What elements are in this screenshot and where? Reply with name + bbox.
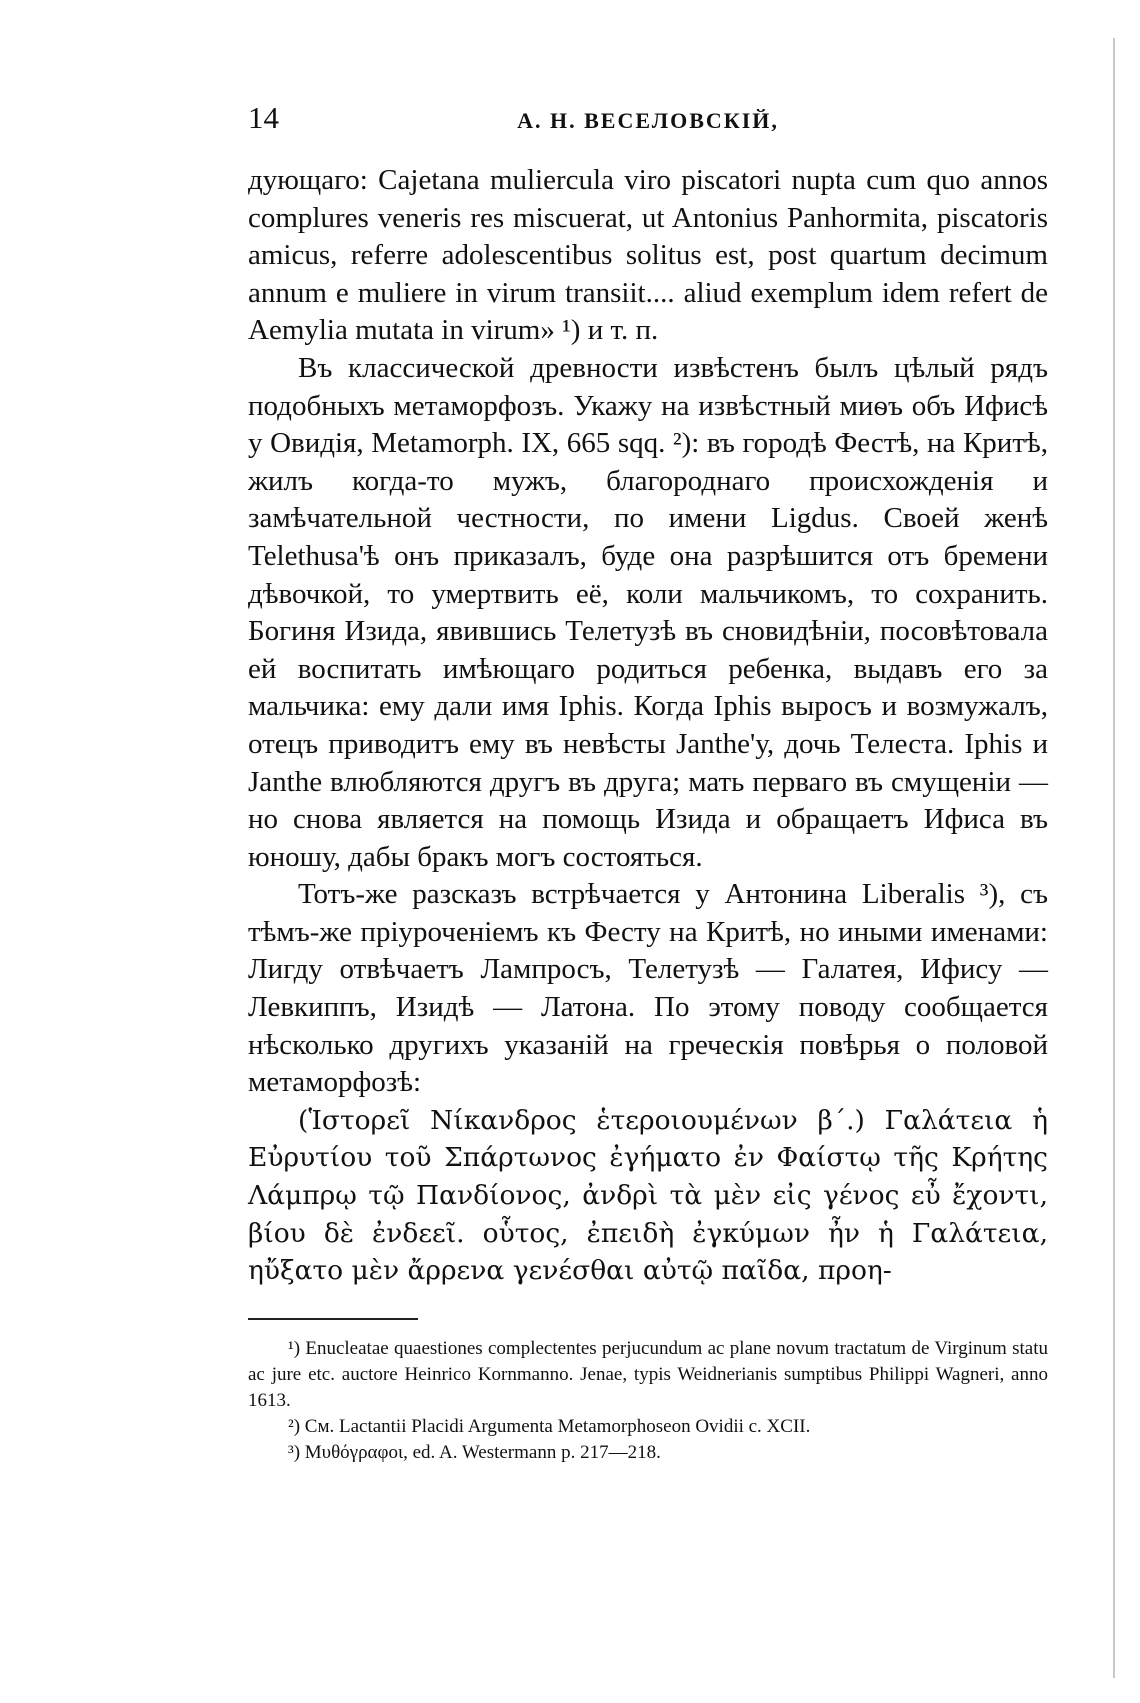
- footnote-3: ³) Μυθόγραφοι, ed. A. Westermann p. 217—218.: [288, 1442, 661, 1463]
- footnote-1: ¹) Enucleatae quaestiones complectentes perjucundum ac plane novum tractatum de Virginum statu ac jure etc. auctore Heinrico Kornmanno. Jenae, typis Weidnerianis sumptibus Philippi Wagneri, anno 1613.: [248, 1338, 1048, 1411]
- running-head: [248, 100, 1048, 140]
- paragraph-continuation: дующаго: Cajetana muliercula viro piscatori nupta cum quo annos complures veneris res miscuerat, ut Antonius Panhormita, piscatoris amicus, referre adolescentibus solitus est, post quartum decimum annum e muliere in virum transiit.... aliud exemplum idem refert de Aemylia mutata in virum» ¹) и т. п.: [248, 164, 1048, 347]
- footnote-2: ²) Cм. Lactantii Placidi Argumenta Metamorphoseon Ovidii c. XCII.: [288, 1416, 811, 1437]
- main-text: [248, 162, 1048, 1290]
- footnotes: [248, 1336, 1048, 1466]
- running-title: А. Н. ВЕСЕЛОВСКІЙ,: [517, 108, 779, 133]
- paragraph-ovid: Въ классической древности извѣстенъ былъ цѣлый рядъ подобныхъ метаморфозъ. Укажу на извѣстный миѳъ объ Ифисѣ у Овидія, Metamorph. IX, 665 sqq. ²): въ городѣ Фестѣ, на Критѣ, жилъ когда-то мужъ, благороднаго происхожденія и замѣчательной честности, по имени Ligdus. Своей женѣ Telethusa'ѣ онъ приказалъ, буде она разрѣшится отъ бремени дѣвочкой, то умертвить её, коли мальчикомъ, то сохранить. Богиня Изида, явившись Телетузѣ въ сновидѣніи, посовѣтовала ей воспитать имѣющаго родиться ребенка, выдавъ его за мальчика: ему дали имя Iphis. Когда Iphis выросъ и возмужалъ, отецъ приводитъ ему въ невѣсты Janthe'у, дочь Телеста. Iphis и Janthe влюбляются другъ въ друга; мать перваго въ смущеніи — но снова является на помощь Изида и обращаетъ Ифиса въ юношу, дабы бракъ могъ состояться.: [248, 351, 1048, 873]
- page-edge-line: [1113, 38, 1115, 1678]
- page-number: 14: [248, 100, 279, 135]
- footnote-divider: [248, 1318, 418, 1320]
- paragraph-greek-quote: (Ἱστορεῖ Νίκανδρος ἑτεροιουμένων β΄.) Γαλάτεια ἡ Εὐρυτίου τοῦ Σπάρτωνος ἐγήματο ἐν Φαίστῳ τῆς Κρήτης Λάμπρῳ τῷ Πανδίονος, ἀνδρὶ τὰ μὲν εἰς γένος εὖ ἔχοντι, βίου δὲ ἐνδεεῖ. οὗτος, ἐπειδὴ ἐγκύμων ἦν ἡ Γαλάτεια, ηὔξατο μὲν ἄρρενα γενέσθαι αὐτῷ παῖδα, προη-: [248, 1104, 1048, 1287]
- paragraph-antoninus: Тотъ-же разсказъ встрѣчается у Антонина Liberalis ³), съ тѣмъ-же пріуроченіемъ къ Фесту на Критѣ, но иными именами: Лигду отвѣчаетъ Лампросъ, Телетузѣ — Галатея, Ифису — Левкиппъ, Изидѣ — Латона. По этому поводу сообщается нѣсколько другихъ указаній на греческія повѣрья о половой метаморфозѣ:: [248, 878, 1048, 1099]
